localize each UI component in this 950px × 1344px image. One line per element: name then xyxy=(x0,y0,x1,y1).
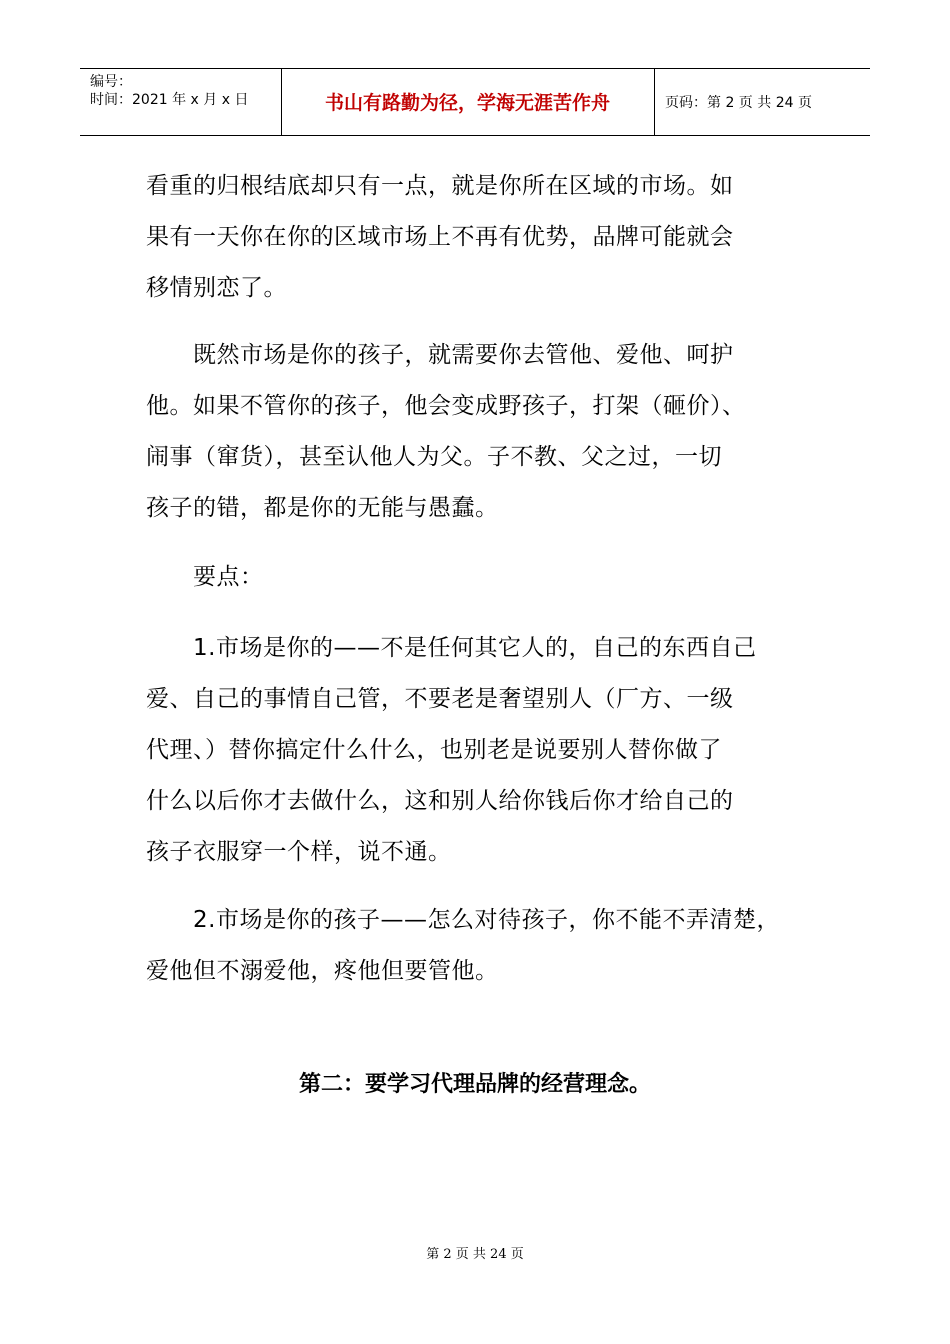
header-motto: 书山有路勤为径，学海无涯苦作舟 xyxy=(324,92,610,114)
text-line: 要点： xyxy=(146,564,264,590)
text-line: 闹事（窜货），甚至认他人为父。子不教、父之过，一切 xyxy=(146,444,722,470)
text-line: 移情别恋了。 xyxy=(146,275,287,301)
paragraph-2 xyxy=(146,330,836,534)
text-line: 代理、）替你搞定什么什么，也别老是说要别人替你做了 xyxy=(146,737,722,763)
text-line: 爱、自己的事情自己管，不要老是奢望别人（厂方、一级 xyxy=(146,686,734,712)
document-time-label: 时间：2021 年 x 月 x 日 xyxy=(90,92,249,108)
text-line: 既然市场是你的孩子，就需要你去管他、爱他、呵护 xyxy=(146,342,734,368)
header-meta-cell xyxy=(80,69,282,135)
text-line: 2.市场是你的孩子——怎么对待孩子，你不能不弄清楚， xyxy=(146,907,780,933)
header-motto-cell xyxy=(281,69,655,135)
header-page-info: 页码：第 2 页 共 24 页 xyxy=(665,95,812,111)
section-heading: 第二：要学习代理品牌的经营理念。 xyxy=(298,1072,651,1097)
text-line: 爱他但不溺爱他，疼他但要管他。 xyxy=(146,958,499,984)
paragraph-1 xyxy=(146,161,836,314)
paragraph-3 xyxy=(146,552,836,603)
text-line: 孩子的错，都是你的无能与愚蠢。 xyxy=(146,495,499,521)
document-number-label: 编号： xyxy=(90,74,132,90)
text-line: 果有一天你在你的区域市场上不再有优势，品牌可能就会 xyxy=(146,224,734,250)
text-line: 他。如果不管你的孩子，他会变成野孩子，打架（砸价）、 xyxy=(146,393,746,419)
text-line: 孩子衣服穿一个样，说不通。 xyxy=(146,839,452,865)
header-page-cell xyxy=(655,69,870,135)
paragraph-4 xyxy=(146,623,836,878)
text-line: 什么以后你才去做什么，这和别人给你钱后你才给自己的 xyxy=(146,788,734,814)
document-header xyxy=(80,68,870,136)
paragraph-5 xyxy=(146,895,836,997)
text-line: 1.市场是你的——不是任何其它人的，自己的东西自己 xyxy=(146,635,757,661)
page-footer: 第 2 页 共 24 页 xyxy=(426,1247,524,1262)
text-line: 看重的归根结底却只有一点，就是你所在区域的市场。如 xyxy=(146,173,734,199)
